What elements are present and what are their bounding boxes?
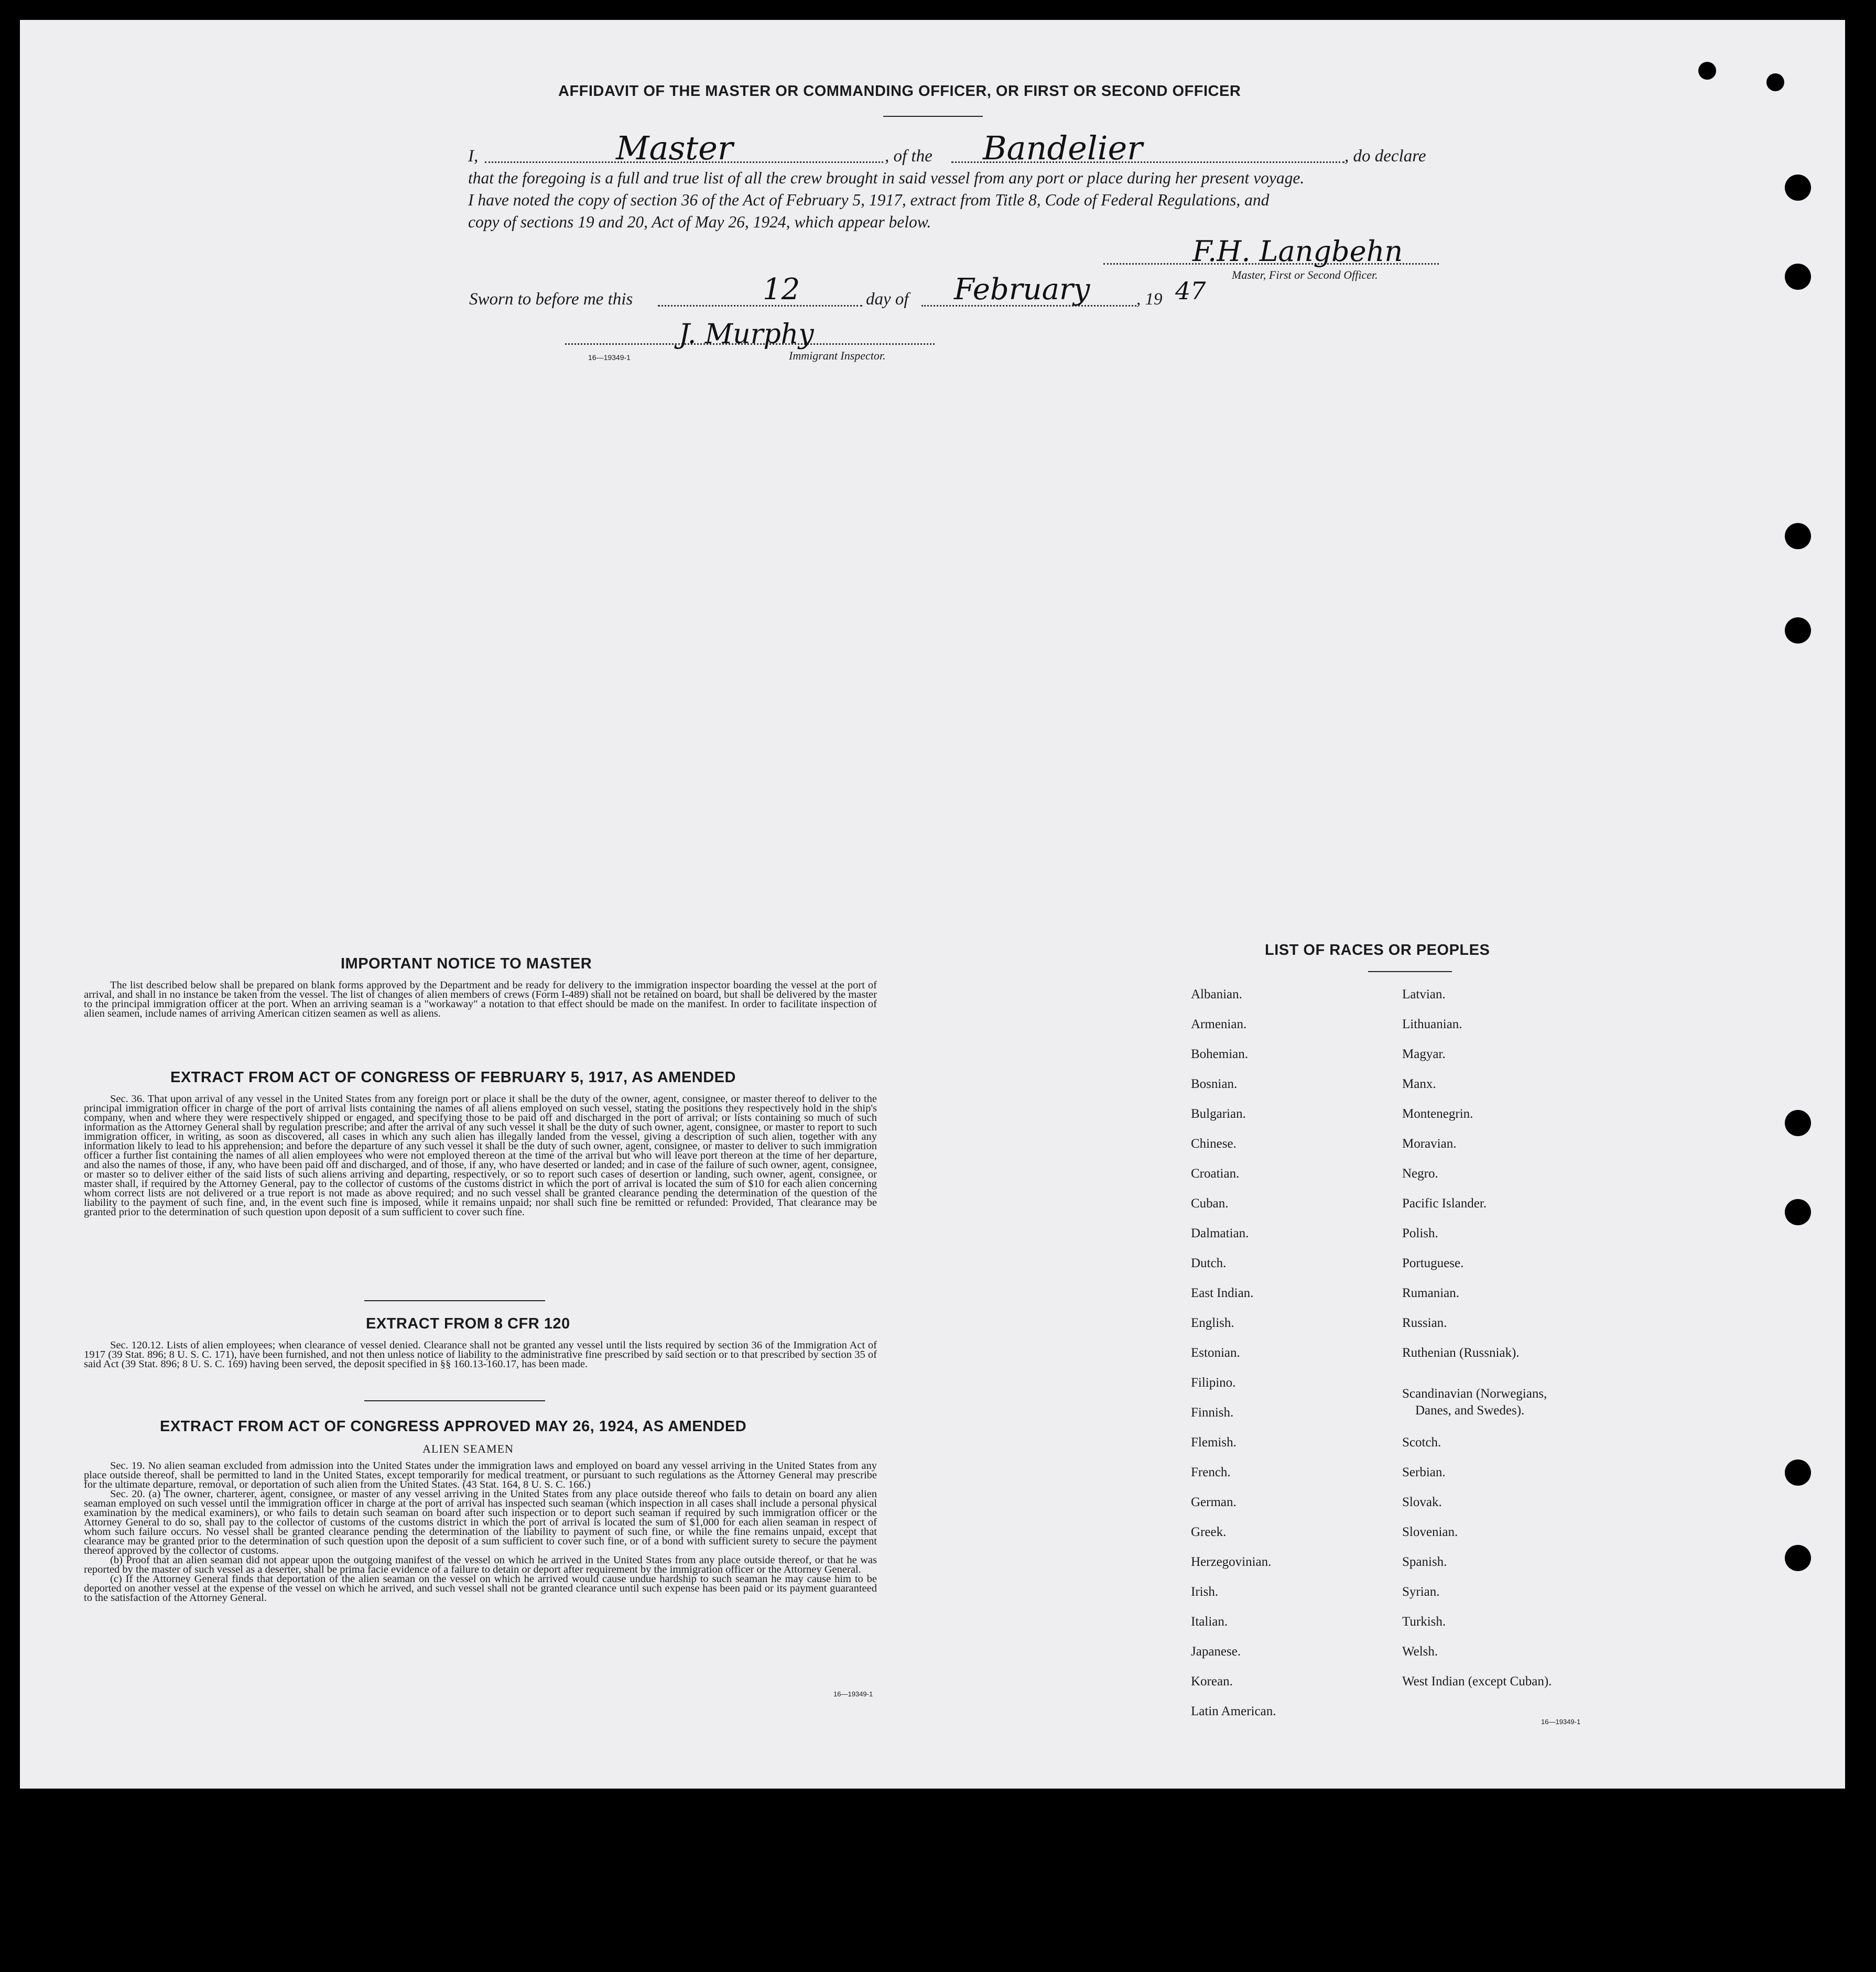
race-item: English. [1191,1316,1234,1330]
race-item: Chinese. [1191,1137,1237,1151]
race-item: Estonian. [1191,1346,1240,1360]
divider [1368,971,1452,972]
race-item: Herzegovinian. [1191,1555,1272,1569]
race-item: Bulgarian. [1191,1107,1246,1121]
signature-caption: Master, First or Second Officer. [1232,268,1378,281]
race-item: Manx. [1402,1077,1436,1091]
affidavit-line-4: copy of sections 19 and 20, Act of May 26, 1924, which appear below. [468,213,931,231]
race-item: Latvian. [1402,987,1446,1001]
race-item: Dalmatian. [1191,1226,1249,1240]
notice-paragraph: The list described below shall be prepared on blank forms approved by the Department and be ready for delivery to the immigration inspector boarding the vessel at the port of arrival, and shall in no instance be taken from the vessel. The list of changes of alien members of crews (Form I-489) shall not be retained on board, but shall be delivered by the master to the principal immigration officer at the port. When an arriving seaman is a "workaway" a notation to that effect should be made on the manifest. In order to facilitate inspection of alien seamen, include names of arriving American citizen seamen as well as aliens. [84,979,877,1019]
sworn-prefix: Sworn to before me this [469,290,633,309]
sec-20a-paragraph: Sec. 20. (a) The owner, charterer, agent, consignee, or master of any vessel arriving in the United States from any place outside thereof who fails to detain on board any alien seaman employed on such vessel until the immigration officer in charge at the port of arrival has inspected such seaman (which inspection in all cases shall include a personal physical examination by the medical examiners), or who fails to detain such seaman on board after such inspection or to deport such seaman if required by such immigration officer or the Attorney General to do so, shall pay to the collector of customs of the customs district in which the port of arrival is located the sum of $1,000 for each alien seaman in respect of whom such failure occurs. No vessel shall be granted clearance pending the determination of the liability to payment of such fine, or while the fine remains unpaid, except that clearance may be granted prior to the determination of such question upon the deposit of a sum sufficient to cover such fine, or of a bond with sufficient surety to secure the payment thereof approved by the collector of customs. [84,1488,877,1556]
race-item: Lithuanian. [1402,1017,1462,1031]
race-item: Greek. [1191,1525,1227,1539]
race-item: Syrian. [1402,1585,1440,1599]
punch-hole [1766,73,1784,91]
race-item: Irish. [1191,1585,1219,1599]
declare-suffix: , do declare [1344,147,1426,166]
race-item: Scotch. [1402,1435,1441,1450]
sec-20c-paragraph: (c) If the Attorney General finds that deportation of the alien seaman on the vessel on which he arrived would cause undue hardship to such seaman he may cause him to be deported on another vessel at the expense of the vessel on which he arrived, and such vessel shall not be granted clearance until such expense has been paid or its payment guaranteed to the satisfaction of the Attorney General. [84,1573,877,1604]
punch-hole [1785,1545,1811,1571]
race-item: East Indian. [1191,1286,1254,1300]
punch-hole [1785,1199,1811,1225]
race-item: Polish. [1402,1226,1438,1240]
race-item: Albanian. [1191,987,1242,1001]
divider [364,1300,545,1301]
handwritten-day: 12 [763,273,800,307]
race-item: Japanese. [1191,1644,1241,1659]
day-of-label: day of [866,290,909,309]
affidavit-title: AFFIDAVIT OF THE MASTER OR COMMANDING OFFICER, OR FIRST OR SECOND OFFICER [558,83,1241,100]
vessel-prefix: , of the [885,147,932,166]
affidavit-line-3: I have noted the copy of section 36 of the Act of February 5, 1917, extract from Title 8, Code of Federal Regulations, and [468,191,1270,209]
race-item: Slovak. [1402,1495,1442,1509]
extract-1917-body [84,1094,877,1217]
extract-form-number: 16—19349-1 [833,1690,873,1698]
handwritten-year: 47 [1175,277,1206,305]
race-item: Bohemian. [1191,1047,1249,1061]
race-item: Moravian. [1402,1137,1457,1151]
race-item: Cuban. [1191,1196,1229,1211]
race-item: Turkish. [1402,1615,1446,1629]
races-title: LIST OF RACES OR PEOPLES [1265,942,1490,958]
race-item: Korean. [1191,1674,1233,1688]
punch-hole [1785,264,1811,290]
race-item: Scandinavian (Norwegians, [1402,1387,1547,1401]
sec-19-paragraph: Sec. 19. No alien seaman excluded from admission into the United States under the immigration laws and employed on board any vessel arriving in the United States from any place outside thereof, shall be permitted to land in the United States, except temporarily for medical treatment, or pursuant to such regulations as the Attorney General may prescribe for the ultimate departure, removal, or deportation of such alien from the United States. (43 Stat. 164, 8 U. S. C. 166.) [84,1460,877,1490]
race-item: Portuguese. [1402,1256,1464,1270]
year-prefix: , 19 [1136,290,1163,309]
race-item: Montenegrin. [1402,1107,1473,1121]
punch-hole [1785,1459,1811,1486]
extract-1924-body [84,1461,877,1603]
race-item: Bosnian. [1191,1077,1238,1091]
race-item: Rumanian. [1402,1286,1460,1300]
race-item: Latin American. [1191,1704,1276,1718]
handwritten-signature: F.H. Langbehn [1192,235,1403,268]
extract-cfr-body [84,1341,877,1369]
sec-20b-paragraph: (b) Proof that an alien seaman did not appear upon the outgoing manifest of the vessel on which he arrived in the United States from any place outside thereof, or that he was reported by the master of such vessel as a deserter, shall be prima facie evidence of a failure to detain or deport after requirement by the immigration officer or the Attorney General. [84,1554,877,1575]
race-item: Magyar. [1402,1047,1446,1061]
notice-title: IMPORTANT NOTICE TO MASTER [341,955,592,972]
race-item: Finnish. [1191,1406,1234,1420]
inspector-caption: Immigrant Inspector. [789,349,886,362]
race-item: Croatian. [1191,1167,1240,1181]
divider [883,116,983,117]
handwritten-declarant: Master [616,129,733,167]
affidavit-form-number: 16—19349-1 [588,353,631,362]
alien-seamen-subtitle: ALIEN SEAMEN [422,1442,514,1455]
race-item: Spanish. [1402,1555,1447,1569]
punch-hole [1698,62,1716,80]
extract-1917-title: EXTRACT FROM ACT OF CONGRESS OF FEBRUARY 5, 1917, AS AMENDED [170,1069,736,1086]
race-item: Danes, and Swedes). [1415,1403,1525,1418]
race-item: French. [1191,1465,1231,1479]
punch-hole [1785,175,1811,201]
handwritten-month: February [954,273,1090,307]
race-item: German. [1191,1495,1237,1509]
handwritten-inspector: J. Murphy [679,319,814,350]
day-blank [658,305,862,307]
race-item: Slovenian. [1402,1525,1458,1539]
divider [364,1400,545,1401]
race-item: West Indian (except Cuban). [1402,1674,1552,1688]
race-item: Filipino. [1191,1376,1236,1390]
extract-1917-paragraph: Sec. 36. That upon arrival of any vessel in the United States from any foreign port or place it shall be the duty of the owner, agent, consignee, or master thereof to deliver to the principal immigration officer in charge of the port of arrival lists containing the names of all aliens employed on such vessel, stating the positions they respectively hold in the ship's company, when and where they were respectively shipped or engaged, and specifying those to be paid off and discharged in the port of arrival; or lists containing so much of such information as the Attorney General shall by regulation prescribe; and after the arrival of any such vessel it shall be the duty of such owner, agent, consignee, or master to report to such immigration officer, in writing, as soon as discovered, all cases in which any such alien has illegally landed from the vessel, giving a description of such alien, together with any information likely to lead to his apprehension; and before the departure of any such vessel it shall be the duty of such owner, agent, consignee, or master to deliver to such immigration officer a further list containing the names of all alien employees who were not employed thereon at the time of the arrival but who will leave port thereon at the time of her departure, and also the names of those, if any, who have been paid off and discharged, and of those, if any, who have deserted or landed; and in case of the failure of such owner, agent, consignee, or master so to deliver either of the said lists of such aliens arriving and departing, respectively, or so to report such cases of desertion or landing, such owner, agent, consignee, or master shall, if required by the Attorney General, pay to the collector of customs of the customs district in which the port of arrival is located the sum of $10 for each alien concerning whom correct lists are not delivered or a true report is not made as above required; and no such vessel shall be granted clearance pending the determination of the question of the liability to the payment of such fine, and, in the event such fine is imposed, while it remains unpaid; nor shall such fine be remitted or refunded: Provided, That clearance may be granted prior to the determination of such question upon deposit of a sum sufficient to cover such fine. [84,1093,877,1218]
race-item: Russian. [1402,1316,1447,1330]
race-item: Serbian. [1402,1465,1446,1479]
race-item: Welsh. [1402,1644,1438,1659]
races-form-number: 16—19349-1 [1541,1718,1581,1726]
race-item: Negro. [1402,1167,1438,1181]
extract-1924-title: EXTRACT FROM ACT OF CONGRESS APPROVED MAY 26, 1924, AS AMENDED [160,1418,747,1435]
race-item: Italian. [1191,1615,1228,1629]
punch-hole [1785,1110,1811,1136]
race-item: Dutch. [1191,1256,1227,1270]
race-item: Pacific Islander. [1402,1196,1487,1211]
extract-cfr-title: EXTRACT FROM 8 CFR 120 [366,1315,570,1332]
notice-body [84,980,877,1018]
race-item: Armenian. [1191,1017,1247,1031]
punch-hole [1785,617,1811,644]
extract-cfr-paragraph: Sec. 120.12. Lists of alien employees; when clearance of vessel denied. Clearance shall not be granted any vessel until the lists required by section 36 of the Immigration Act of 1917 (39 Stat. 896; 8 U. S. C. 171), have been furnished, and not then unless notice of liability to the administrative fine prescribed by said section or to that prescribed by section 35 of said Act (39 Stat. 896; 8 U. S. C. 169) having been served, the deposit specified in §§ 160.13-160.17, has been made. [84,1339,877,1370]
declarant-prefix: I, [468,147,479,166]
affidavit-line-2: that the foregoing is a full and true list of all the crew brought in said vessel from any port or place during her present voyage. [468,169,1305,187]
race-item: Ruthenian (Russniak). [1402,1346,1520,1360]
punch-hole [1785,523,1811,549]
race-item: Flemish. [1191,1435,1237,1450]
handwritten-vessel-name: Bandelier [983,129,1143,167]
